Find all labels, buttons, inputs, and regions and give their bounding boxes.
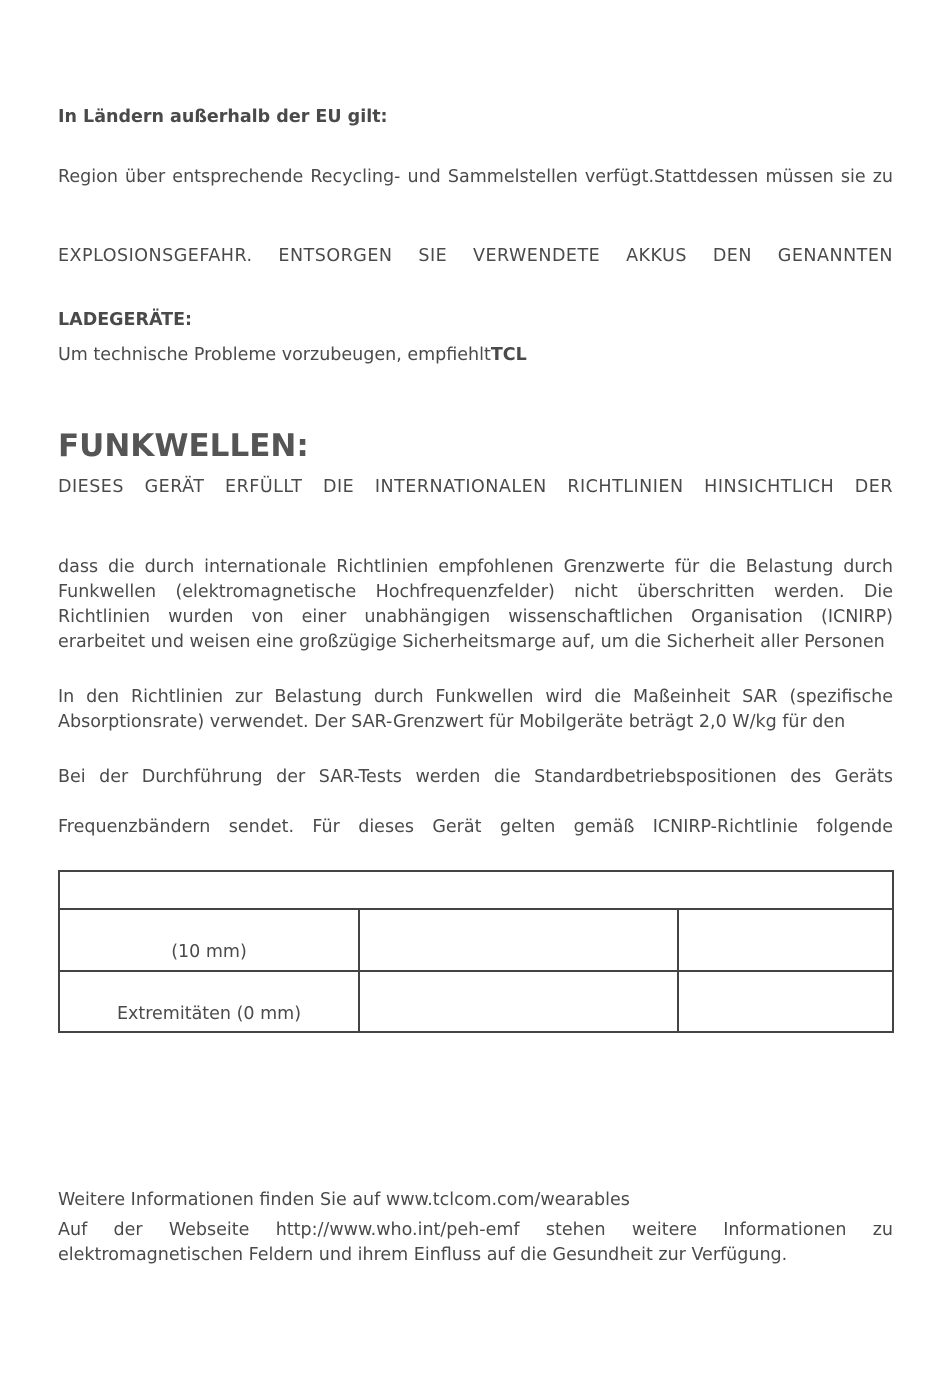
sar-table-row1-value-cell: [358, 908, 679, 972]
chargers-text: [58, 343, 893, 368]
sar-table-header-cell: [58, 870, 894, 910]
sar-table-row1-label: (10 mm): [171, 942, 247, 962]
explosion-warning: EXPLOSIONSGEFAHR. ENTSORGEN SIE VERWENDETE AKKUS DEN GENANNTEN: [58, 246, 893, 266]
radio-waves-paragraph-1: dass die durch internationale Richtlinien empfohlenen Grenzwerte für die Belastung durch Funkwellen (elektromagnetische Hochfrequenzfelder) nicht überschritten werden. Die Richtlinien wurden von einer unabhängigen wissenschaftlichen Organisation (ICNIRP) erarbeitet und weisen eine großzügige Sicherheitsmarge auf, um die Sicherheit aller Personen: [58, 557, 893, 652]
sar-table-row2-limit-cell: [677, 970, 894, 1033]
radio-waves-paragraph-3: Bei der Durchführung der SAR-Tests werden die Standardbetriebspositionen des Geräts: [58, 767, 893, 787]
non-eu-heading: In Ländern außerhalb der EU gilt:: [58, 107, 388, 127]
non-eu-text: Region über entsprechende Recycling- und Sammelstellen verfügt.Stattdessen müssen sie zu: [58, 167, 893, 187]
radio-waves-caps-line: DIESES GERÄT ERFÜLLT DIE INTERNATIONALEN RICHTLINIEN HINSICHTLICH DER: [58, 477, 893, 497]
radio-waves-paragraph-2: In den Richtlinien zur Belastung durch Funkwellen wird die Maßeinheit SAR (spezifische Absorptionsrate) verwendet. Der SAR-Grenzwert für Mobilgeräte beträgt 2,0 W/kg für den: [58, 687, 893, 732]
radio-waves-heading: FUNKWELLEN:: [58, 428, 309, 464]
who-info-text: Auf der Webseite http://www.who.int/peh-emf stehen weitere Informationen zu elektromagnetischen Feldern und ihrem Einfluss auf die Gesundheit zur Verfügung.: [58, 1220, 893, 1265]
sar-table: [58, 870, 894, 1033]
chargers-heading: LADEGERÄTE:: [58, 310, 193, 330]
more-info-text: Weitere Informationen finden Sie auf www.tclcom.com/wearables: [58, 1190, 630, 1210]
sar-table-row1-limit-cell: [677, 908, 894, 972]
sar-table-row2-value-cell: [358, 970, 679, 1033]
chargers-brand: TCL: [490, 345, 527, 365]
sar-table-row2-label: Extremitäten (0 mm): [116, 1004, 302, 1024]
sar-table-row2-label-cell: [58, 970, 360, 1033]
radio-waves-paragraph-4: Frequenzbändern sendet. Für dieses Gerät gelten gemäß ICNIRP-Richtlinie folgende: [58, 817, 893, 837]
chargers-text-body: Um technische Probleme vorzubeugen, empfiehlt: [58, 345, 491, 365]
sar-table-row1-label-cell: [58, 908, 360, 972]
